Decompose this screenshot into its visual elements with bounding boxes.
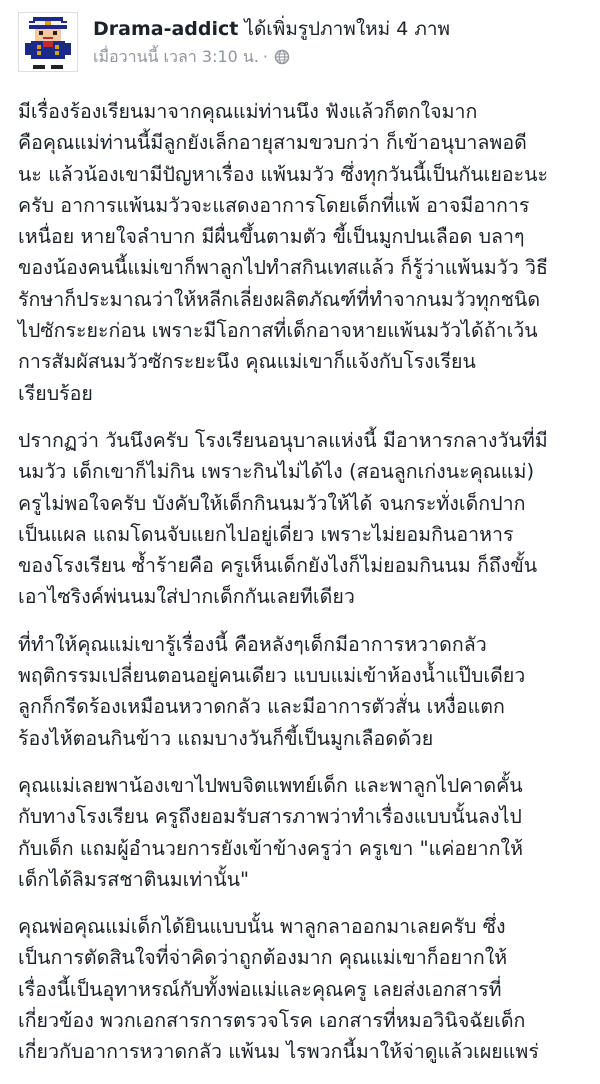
post-text-line: ของโรงเรียน ซ้ำร้ายคือ ครูเห็นเด็กยังไงก็ไม่ยอมกินนม ก็ถึงขั้น xyxy=(18,554,538,578)
post-action-text: ได้เพิ่มรูปภาพใหม่ 4 ภาพ xyxy=(244,18,451,40)
author-name-link[interactable]: Drama-addict xyxy=(93,18,239,40)
post-text-line: เอาไซริงค์พ่นนมใส่ปากเด็กกันเลยทีเดียว xyxy=(18,585,355,609)
pixel-sailor-avatar-icon xyxy=(19,13,77,71)
post-author-line xyxy=(93,16,450,42)
post-text-line: เรียบร้อย xyxy=(18,381,93,405)
post-text-line: ครับ อาการแพ้นมวัวจะแสดงอาการโดยเด็กที่แพ้ อาจมีอาการ xyxy=(18,193,530,217)
post-text-line: เกี่ยวกับอาการหวาดกลัว แพ้นม ไรพวกนี้มาให้จ่าดูแล้วเผยแพร่ xyxy=(18,1040,539,1064)
post-text-line: ไปซักระยะก่อน เพราะมีโอกาสที่เด็กอาจหายแพ้นมวัวได้ถ้าเว้น xyxy=(18,319,538,343)
post-text-line: เป็นการตัดสินใจที่จ่าคิดว่าถูกต้องมาก คุณแม่เขาก็อยากให้ xyxy=(18,946,508,970)
avatar[interactable] xyxy=(18,12,78,72)
post-text-line: รักษาก็ประมาณว่าให้หลีกเลี่ยงผลิตภัณฑ์ที่ทำจากนมวัวทุกชนิด xyxy=(18,287,541,311)
post-text-line: ร้องไห้ตอนกินข้าว แถมบางวันก็ขี้เป็นมูกเลือดด้วย xyxy=(18,726,434,750)
post-text xyxy=(18,96,590,1084)
post-paragraph xyxy=(18,629,590,754)
post-text-line: พฤติกรรมเปลี่ยนตอนอยู่คนเดียว แบบแม่เข้าห้องน้ำแป๊บเดียว xyxy=(18,664,526,688)
post-text-line: การสัมผัสนมวัวซักระยะนึง คุณแม่เขาก็แจ้งกับโรงเรียน xyxy=(18,350,476,374)
post-meta xyxy=(93,46,290,68)
post-text-line: เหนื่อย หายใจลำบาก มีผื่นขึ้นตามตัว ขี้เป็นมูกปนเลือด บลาๆ xyxy=(18,225,525,249)
post-text-line: กับเด็ก แถมผู้อำนวยการยังเข้าข้างครูว่า ครูเขา "แค่อยากให้ xyxy=(18,836,524,860)
post-paragraph xyxy=(18,911,590,1067)
post-text-line: เป็นแผล แถมโดนจับแยกไปอยู่เดี่ยว เพราะไม่ยอมกินอาหาร xyxy=(18,522,514,546)
post-text-line: ปรากฏว่า วันนึงครับ โรงเรียนอนุบาลแห่งนี้ มีอาหารกลางวันที่มี xyxy=(18,428,548,452)
globe-icon[interactable] xyxy=(274,49,290,65)
post-text-line: มีเรื่องร้องเรียนมาจากคุณแม่ท่านนึง ฟังแล้วก็ตกใจมาก xyxy=(18,100,478,123)
post-text-line: นะ แล้วน้องเขามีปัญหาเรื่อง แพ้นมวัว ซึ่งทุกวันนี้เป็นกันเยอะนะ xyxy=(18,162,549,186)
post-text-line: คุณพ่อคุณแม่เด็กได้ยินแบบนั้น พาลูกลาออกมาเลยครับ ซึ่ง xyxy=(18,915,506,939)
post-text-line: เกี่ยวข้อง พวกเอกสารการตรวจโรค เอกสารที่หมอวินิจฉัยเด็ก xyxy=(18,1009,526,1033)
meta-separator: · xyxy=(262,47,269,66)
post-text-line: ลูกก็กรีดร้องเหมือนหวาดกลัว และมีอาการตัวสั่น เหงื่อแตก xyxy=(18,695,505,719)
post-timestamp[interactable]: เมื่อวานนี้ เวลา 3:10 น. xyxy=(93,47,259,66)
post-paragraph xyxy=(18,96,590,409)
post-text-line: คือคุณแม่ท่านนี้มีลูกยังเล็กอายุสามขวบกว่า ก็เข้าอนุบาลพอดี xyxy=(18,131,527,155)
post-text-line: เรื่องนี้เป็นอุทาหรณ์กับทั้งพ่อแม่และคุณครู เลยส่งเอกสารที่ xyxy=(18,977,502,1001)
post-text-line: นมวัว เด็กเขาก็ไม่กิน เพราะกินไม่ได้ไง (สอนลูกเก่งนะคุณแม่) xyxy=(18,460,535,484)
post-text-line: ครูไม่พอใจครับ บังคับให้เด็กกินนมวัวให้ได้ จนกระทั่งเด็กปาก xyxy=(18,491,526,515)
post-paragraph xyxy=(18,425,590,613)
post-text-line: ที่ทำให้คุณแม่เขารู้เรื่องนี้ คือหลังๆเด็กมีอาการหวาดกลัว xyxy=(18,632,487,656)
post-header xyxy=(18,12,588,72)
post-text-line: คุณแม่เลยพาน้องเขาไปพบจิตแพทย์เด็ก และพาลูกไปคาดคั้น xyxy=(18,773,523,797)
post-text-line: ของน้องคนนี้แม่เขาก็พาลูกไปทำสกินเทสแล้ว ก็รู้ว่าแพ้นมวัว วิธี xyxy=(18,256,548,280)
post-paragraph xyxy=(18,770,590,895)
post-text-line: กับทางโรงเรียน ครูถึงยอมรับสารภาพว่าทำเรื่องแบบนั้นลงไป xyxy=(18,805,522,829)
post-text-line: เด็กได้ลิมรสชาตินมเท่านั้น" xyxy=(18,867,250,891)
